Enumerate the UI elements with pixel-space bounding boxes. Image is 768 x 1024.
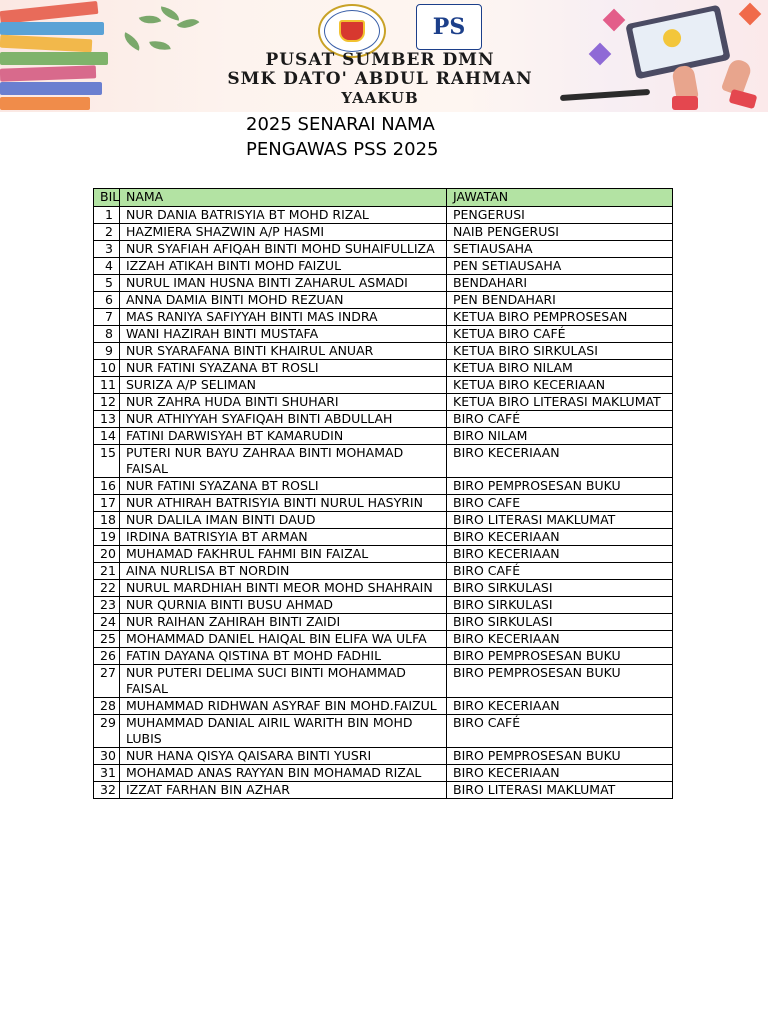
row-bil: 3 — [94, 241, 120, 258]
table-row — [94, 478, 673, 495]
row-jawatan: PENGERUSI — [447, 207, 673, 224]
row-jawatan: KETUA BIRO KECERIAAN — [447, 377, 673, 394]
table-row — [94, 512, 673, 529]
row-nama: NURUL IMAN HUSNA BINTI ZAHARUL ASMADI — [120, 275, 447, 292]
header-jawatan: JAWATAN — [447, 189, 673, 207]
row-bil: 27 — [94, 665, 120, 698]
row-nama: NUR HANA QISYA QAISARA BINTI YUSRI — [120, 748, 447, 765]
row-jawatan: PEN SETIAUSAHA — [447, 258, 673, 275]
row-nama: MUHAMMAD RIDHWAN ASYRAF BIN MOHD.FAIZUL — [120, 698, 447, 715]
table-row — [94, 748, 673, 765]
row-bil: 20 — [94, 546, 120, 563]
row-bil: 7 — [94, 309, 120, 326]
table-row — [94, 360, 673, 377]
table-row — [94, 665, 673, 698]
pusat-sumber-logo: PS — [416, 4, 482, 50]
row-jawatan: BIRO KECERIAAN — [447, 529, 673, 546]
table-row — [94, 445, 673, 478]
table-row — [94, 224, 673, 241]
table-row — [94, 241, 673, 258]
row-bil: 30 — [94, 748, 120, 765]
table-row — [94, 631, 673, 648]
row-bil: 13 — [94, 411, 120, 428]
row-jawatan: BIRO SIRKULASI — [447, 597, 673, 614]
row-bil: 4 — [94, 258, 120, 275]
row-bil: 10 — [94, 360, 120, 377]
table-row — [94, 546, 673, 563]
row-bil: 26 — [94, 648, 120, 665]
row-nama: MOHAMAD ANAS RAYYAN BIN MOHAMAD RIZAL — [120, 765, 447, 782]
row-nama: NUR RAIHAN ZAHIRAH BINTI ZAIDI — [120, 614, 447, 631]
table-row — [94, 377, 673, 394]
row-jawatan: BENDAHARI — [447, 275, 673, 292]
row-bil: 25 — [94, 631, 120, 648]
row-bil: 17 — [94, 495, 120, 512]
row-jawatan: BIRO KECERIAAN — [447, 445, 673, 478]
row-nama: HAZMIERA SHAZWIN A/P HASMI — [120, 224, 447, 241]
row-bil: 1 — [94, 207, 120, 224]
row-jawatan: BIRO LITERASI MAKLUMAT — [447, 512, 673, 529]
header-banner — [0, 0, 768, 112]
row-jawatan: KETUA BIRO LITERASI MAKLUMAT — [447, 394, 673, 411]
banner-title-line3: YAAKUB — [341, 89, 419, 107]
row-nama: FATINI DARWISYAH BT KAMARUDIN — [120, 428, 447, 445]
table-row — [94, 411, 673, 428]
row-jawatan: BIRO SIRKULASI — [447, 614, 673, 631]
row-bil: 19 — [94, 529, 120, 546]
header-bil: BIL — [94, 189, 120, 207]
roster-table — [93, 188, 673, 799]
row-bil: 16 — [94, 478, 120, 495]
row-jawatan: BIRO KECERIAAN — [447, 546, 673, 563]
row-jawatan: BIRO SIRKULASI — [447, 580, 673, 597]
row-bil: 28 — [94, 698, 120, 715]
row-jawatan: KETUA BIRO SIRKULASI — [447, 343, 673, 360]
table-row — [94, 495, 673, 512]
row-jawatan: KETUA BIRO NILAM — [447, 360, 673, 377]
row-jawatan: NAIB PENGERUSI — [447, 224, 673, 241]
row-jawatan: KETUA BIRO PEMPROSESAN — [447, 309, 673, 326]
row-nama: MUHAMMAD DANIAL AIRIL WARITH BIN MOHD LUBIS — [120, 715, 447, 748]
row-nama: NUR FATINI SYAZANA BT ROSLI — [120, 478, 447, 495]
row-nama: NUR QURNIA BINTI BUSU AHMAD — [120, 597, 447, 614]
row-bil: 32 — [94, 782, 120, 799]
row-nama: NUR DANIA BATRISYIA BT MOHD RIZAL — [120, 207, 447, 224]
banner-title-line2: SMK DATO' ABDUL RAHMAN — [227, 69, 533, 89]
table-row — [94, 648, 673, 665]
row-jawatan: BIRO PEMPROSESAN BUKU — [447, 648, 673, 665]
table-row — [94, 258, 673, 275]
row-jawatan: BIRO PEMPROSESAN BUKU — [447, 665, 673, 698]
row-jawatan: BIRO PEMPROSESAN BUKU — [447, 748, 673, 765]
row-jawatan: BIRO KECERIAAN — [447, 765, 673, 782]
row-nama: IZZAT FARHAN BIN AZHAR — [120, 782, 447, 799]
row-bil: 24 — [94, 614, 120, 631]
row-nama: NUR ATHIYYAH SYAFIQAH BINTI ABDULLAH — [120, 411, 447, 428]
row-bil: 8 — [94, 326, 120, 343]
row-jawatan: BIRO KECERIAAN — [447, 698, 673, 715]
row-nama: IZZAH ATIKAH BINTI MOHD FAIZUL — [120, 258, 447, 275]
row-nama: AINA NURLISA BT NORDIN — [120, 563, 447, 580]
table-row — [94, 309, 673, 326]
row-nama: NUR ZAHRA HUDA BINTI SHUHARI — [120, 394, 447, 411]
row-bil: 5 — [94, 275, 120, 292]
table-row — [94, 614, 673, 631]
table-row — [94, 597, 673, 614]
row-nama: NUR SYARAFANA BINTI KHAIRUL ANUAR — [120, 343, 447, 360]
row-nama: NUR DALILA IMAN BINTI DAUD — [120, 512, 447, 529]
row-bil: 21 — [94, 563, 120, 580]
row-bil: 22 — [94, 580, 120, 597]
row-jawatan: BIRO CAFÉ — [447, 411, 673, 428]
table-row — [94, 326, 673, 343]
row-jawatan: PEN BENDAHARI — [447, 292, 673, 309]
table-row — [94, 698, 673, 715]
row-jawatan: BIRO KECERIAAN — [447, 631, 673, 648]
row-nama: NUR FATINI SYAZANA BT ROSLI — [120, 360, 447, 377]
table-row — [94, 580, 673, 597]
banner-title-line1: PUSAT SUMBER DMN — [265, 50, 495, 70]
row-jawatan: KETUA BIRO CAFÉ — [447, 326, 673, 343]
header-nama: NAMA — [120, 189, 447, 207]
row-bil: 6 — [94, 292, 120, 309]
row-nama: MOHAMMAD DANIEL HAIQAL BIN ELIFA WA ULFA — [120, 631, 447, 648]
row-nama: ANNA DAMIA BINTI MOHD REZUAN — [120, 292, 447, 309]
row-jawatan: SETIAUSAHA — [447, 241, 673, 258]
table-row — [94, 428, 673, 445]
row-bil: 14 — [94, 428, 120, 445]
row-bil: 29 — [94, 715, 120, 748]
row-jawatan: BIRO CAFE — [447, 495, 673, 512]
row-nama: NUR ATHIRAH BATRISYIA BINTI NURUL HASYRIN — [120, 495, 447, 512]
table-row — [94, 207, 673, 224]
row-jawatan: BIRO NILAM — [447, 428, 673, 445]
table-row — [94, 529, 673, 546]
row-nama: FATIN DAYANA QISTINA BT MOHD FADHIL — [120, 648, 447, 665]
row-bil: 15 — [94, 445, 120, 478]
row-bil: 2 — [94, 224, 120, 241]
row-nama: NUR PUTERI DELIMA SUCI BINTI MOHAMMAD FAISAL — [120, 665, 447, 698]
books-illustration — [0, 0, 130, 112]
table-row — [94, 292, 673, 309]
row-bil: 9 — [94, 343, 120, 360]
page-title: 2025 SENARAI NAMA — [246, 114, 435, 135]
row-nama: MAS RANIYA SAFIYYAH BINTI MAS INDRA — [120, 309, 447, 326]
table-row — [94, 782, 673, 799]
row-nama: SURIZA A/P SELIMAN — [120, 377, 447, 394]
row-jawatan: BIRO CAFÉ — [447, 715, 673, 748]
page-subtitle: PENGAWAS PSS 2025 — [246, 139, 439, 160]
row-bil: 12 — [94, 394, 120, 411]
row-jawatan: BIRO PEMPROSESAN BUKU — [447, 478, 673, 495]
row-nama: WANI HAZIRAH BINTI MUSTAFA — [120, 326, 447, 343]
row-nama: NURUL MARDHIAH BINTI MEOR MOHD SHAHRAIN — [120, 580, 447, 597]
table-row — [94, 394, 673, 411]
row-nama: MUHAMAD FAKHRUL FAHMI BIN FAIZAL — [120, 546, 447, 563]
row-jawatan: BIRO CAFÉ — [447, 563, 673, 580]
row-nama: PUTERI NUR BAYU ZAHRAA BINTI MOHAMAD FAISAL — [120, 445, 447, 478]
row-nama: IRDINA BATRISYIA BT ARMAN — [120, 529, 447, 546]
row-nama: NUR SYAFIAH AFIQAH BINTI MOHD SUHAIFULLIZA — [120, 241, 447, 258]
table-row — [94, 715, 673, 748]
table-row — [94, 275, 673, 292]
table-row — [94, 765, 673, 782]
row-jawatan: BIRO LITERASI MAKLUMAT — [447, 782, 673, 799]
row-bil: 18 — [94, 512, 120, 529]
table-row — [94, 563, 673, 580]
table-header-row — [94, 189, 673, 207]
row-bil: 31 — [94, 765, 120, 782]
row-bil: 11 — [94, 377, 120, 394]
row-bil: 23 — [94, 597, 120, 614]
table-row — [94, 343, 673, 360]
